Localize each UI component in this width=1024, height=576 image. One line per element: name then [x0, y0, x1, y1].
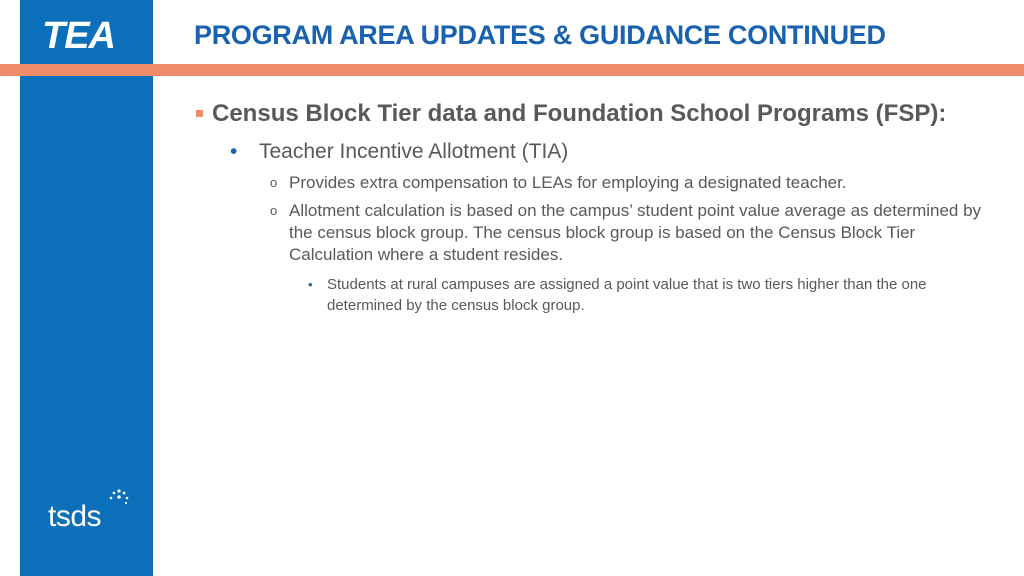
tea-logo-text: TEA [42, 15, 115, 57]
dot-bullet-icon: • [308, 277, 313, 292]
subheading-text: Teacher Incentive Allotment (TIA) [259, 140, 569, 163]
point-text: Allotment calculation is based on the campus’ student point value average as determined by the census block group. The census block group is based on the Census Block Tier Calculation where a student resides. [289, 201, 982, 264]
subpoint-text: Students at rural campuses are assigned a point value that is two tiers higher than the one determined by the census block group. [327, 276, 927, 314]
tsds-logo [48, 486, 128, 538]
dot-bullet-icon: • [230, 140, 238, 163]
page-title: PROGRAM AREA UPDATES & GUIDANCE CONTINUED [194, 20, 886, 50]
accent-bar [0, 64, 1024, 76]
point-text: Provides extra compensation to LEAs for employing a designated teacher. [289, 173, 847, 192]
heading-text: Census Block Tier data and Foundation School Programs (FSP): [212, 100, 947, 127]
square-bullet-icon [196, 110, 203, 117]
circle-bullet-icon: o [270, 175, 278, 190]
tea-logo [42, 14, 132, 58]
tsds-sparkle-icon [108, 488, 130, 510]
tsds-logo-text: tsds [48, 500, 102, 533]
sidebar [20, 0, 153, 576]
circle-bullet-icon: o [270, 203, 278, 218]
